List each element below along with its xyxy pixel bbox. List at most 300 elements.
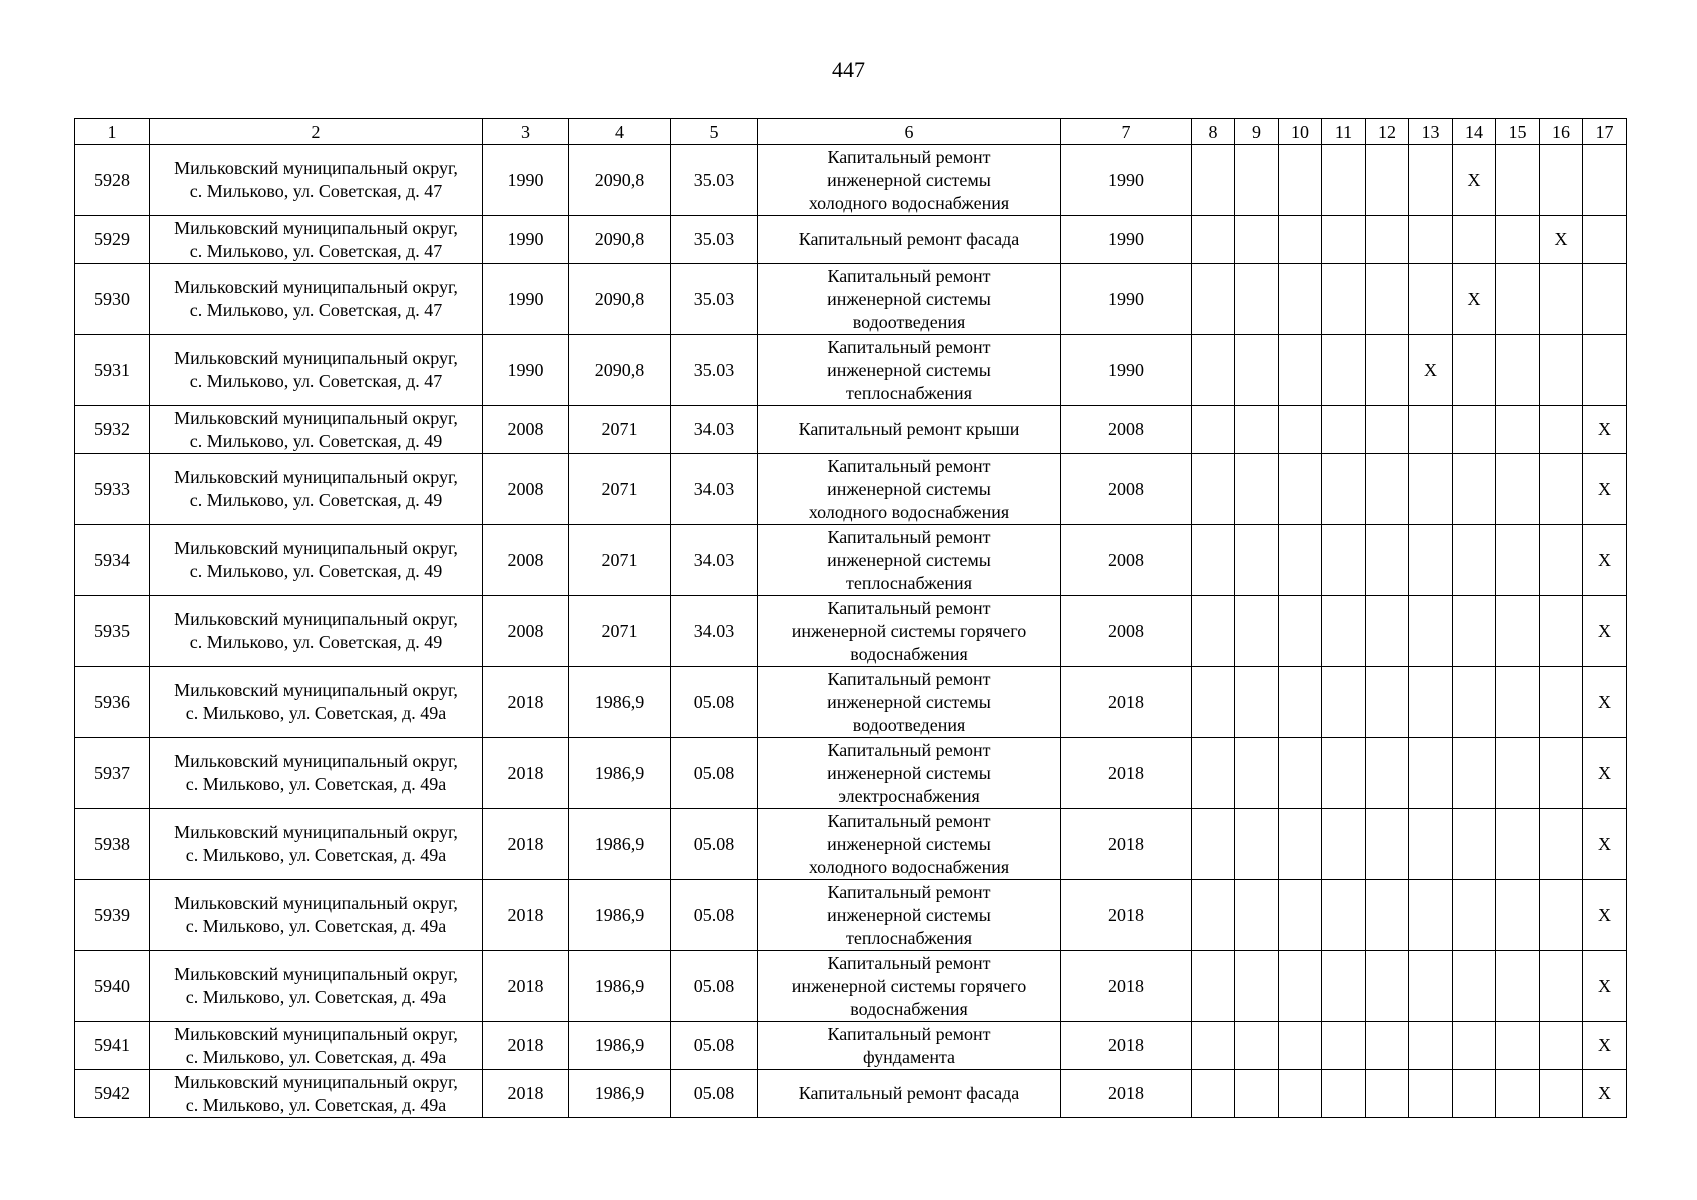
build-year-cell: 1990 bbox=[483, 264, 569, 335]
column-header-6: 6 bbox=[758, 119, 1061, 145]
area-cell: 1986,9 bbox=[569, 809, 671, 880]
build-year-cell: 2008 bbox=[483, 454, 569, 525]
table-row bbox=[75, 264, 1627, 335]
work-type-line: холодного водоснабжения bbox=[808, 192, 1010, 213]
plan-year-cell: 2018 bbox=[1061, 1022, 1192, 1070]
plan-year-cell: 2008 bbox=[1061, 406, 1192, 454]
work-type-line: инженерной системы bbox=[827, 549, 991, 570]
mark-cell-col-16 bbox=[1540, 809, 1583, 880]
mark-cell-col-10 bbox=[1279, 667, 1322, 738]
mark-cell-col-13 bbox=[1409, 809, 1453, 880]
mark-cell-col-15 bbox=[1496, 809, 1540, 880]
plan-year-cell: 2018 bbox=[1061, 880, 1192, 951]
row-number-cell: 5939 bbox=[75, 880, 150, 951]
mark-cell-col-16 bbox=[1540, 596, 1583, 667]
mark-cell-col-10 bbox=[1279, 406, 1322, 454]
wear-cell: 05.08 bbox=[671, 1070, 758, 1118]
mark-cell-col-12 bbox=[1366, 809, 1409, 880]
mark-cell-col-14 bbox=[1453, 809, 1496, 880]
work-type-line: Капитальный ремонт bbox=[827, 881, 991, 902]
mark-cell-col-8 bbox=[1192, 1070, 1235, 1118]
area-cell: 2071 bbox=[569, 406, 671, 454]
table-row bbox=[75, 1070, 1627, 1118]
work-type-line: инженерной системы bbox=[827, 478, 991, 499]
mark-cell-col-17: X bbox=[1583, 596, 1627, 667]
table-row bbox=[75, 335, 1627, 406]
mark-cell-col-12 bbox=[1366, 880, 1409, 951]
area-cell: 2090,8 bbox=[569, 216, 671, 264]
work-type-cell bbox=[758, 1022, 1061, 1070]
mark-cell-col-14 bbox=[1453, 667, 1496, 738]
mark-cell-col-11 bbox=[1322, 335, 1366, 406]
mark-cell-col-17: X bbox=[1583, 809, 1627, 880]
mark-cell-col-10 bbox=[1279, 951, 1322, 1022]
mark-cell-col-8 bbox=[1192, 809, 1235, 880]
work-type-line: инженерной системы bbox=[827, 288, 991, 309]
area-cell: 1986,9 bbox=[569, 1070, 671, 1118]
work-type-line: Капитальный ремонт bbox=[827, 146, 991, 167]
work-type-cell bbox=[758, 951, 1061, 1022]
mark-cell-col-12 bbox=[1366, 1022, 1409, 1070]
column-header-15: 15 bbox=[1496, 119, 1540, 145]
address-cell bbox=[150, 145, 483, 216]
mark-cell-col-8 bbox=[1192, 738, 1235, 809]
mark-cell-col-12 bbox=[1366, 738, 1409, 809]
mark-cell-col-9 bbox=[1235, 406, 1279, 454]
build-year-cell: 2018 bbox=[483, 809, 569, 880]
wear-cell: 35.03 bbox=[671, 216, 758, 264]
mark-cell-col-11 bbox=[1322, 145, 1366, 216]
work-type-cell bbox=[758, 335, 1061, 406]
mark-cell-col-14 bbox=[1453, 1070, 1496, 1118]
mark-cell-col-13 bbox=[1409, 406, 1453, 454]
mark-cell-col-13 bbox=[1409, 1022, 1453, 1070]
mark-cell-col-8 bbox=[1192, 264, 1235, 335]
mark-cell-col-8 bbox=[1192, 216, 1235, 264]
table-row bbox=[75, 667, 1627, 738]
mark-cell-col-10 bbox=[1279, 525, 1322, 596]
plan-year-cell: 2008 bbox=[1061, 596, 1192, 667]
mark-cell-col-17: X bbox=[1583, 406, 1627, 454]
wear-cell: 05.08 bbox=[671, 738, 758, 809]
address-line-1: Мильковский муниципальный округ, bbox=[174, 893, 458, 913]
work-type-line: холодного водоснабжения bbox=[808, 501, 1010, 522]
address-line-1: Мильковский муниципальный округ, bbox=[174, 217, 458, 238]
work-type-line: водоснабжения bbox=[850, 643, 968, 664]
mark-cell-col-13: X bbox=[1409, 335, 1453, 406]
row-number-cell: 5942 bbox=[75, 1070, 150, 1118]
work-type-line: Капитальный ремонт bbox=[827, 526, 991, 547]
mark-cell-col-16 bbox=[1540, 667, 1583, 738]
work-type-line: водоотведения bbox=[852, 714, 966, 735]
work-type-line: Капитальный ремонт bbox=[827, 952, 991, 973]
table-row bbox=[75, 406, 1627, 454]
mark-cell-col-17: X bbox=[1583, 738, 1627, 809]
mark-cell-col-13 bbox=[1409, 951, 1453, 1022]
wear-cell: 34.03 bbox=[671, 406, 758, 454]
build-year-cell: 2008 bbox=[483, 406, 569, 454]
address-cell bbox=[150, 454, 483, 525]
work-type-cell bbox=[758, 525, 1061, 596]
mark-cell-col-9 bbox=[1235, 264, 1279, 335]
mark-cell-col-11 bbox=[1322, 596, 1366, 667]
work-type-cell bbox=[758, 216, 1061, 264]
address-cell bbox=[150, 809, 483, 880]
mark-cell-col-13 bbox=[1409, 145, 1453, 216]
mark-cell-col-11 bbox=[1322, 216, 1366, 264]
plan-year-cell: 1990 bbox=[1061, 145, 1192, 216]
plan-year-cell: 2018 bbox=[1061, 738, 1192, 809]
address-line-1: Мильковский муниципальный округ, bbox=[174, 1071, 458, 1092]
work-type-cell bbox=[758, 738, 1061, 809]
work-type-line: Капитальный ремонт bbox=[827, 668, 991, 689]
mark-cell-col-15 bbox=[1496, 525, 1540, 596]
column-header-row bbox=[75, 119, 1627, 145]
mark-cell-col-17: X bbox=[1583, 525, 1627, 596]
work-type-cell bbox=[758, 667, 1061, 738]
address-line-2: с. Мильково, ул. Советская, д. 47 bbox=[189, 181, 443, 201]
mark-cell-col-12 bbox=[1366, 951, 1409, 1022]
address-line-1: Мильковский муниципальный округ, bbox=[174, 822, 458, 842]
mark-cell-col-10 bbox=[1279, 1022, 1322, 1070]
table-row bbox=[75, 596, 1627, 667]
address-cell bbox=[150, 951, 483, 1022]
mark-cell-col-9 bbox=[1235, 145, 1279, 216]
address-cell bbox=[150, 525, 483, 596]
address-line-2: с. Мильково, ул. Советская, д. 49а bbox=[185, 845, 447, 865]
address-line-1: Мильковский муниципальный округ, bbox=[174, 538, 458, 558]
work-type-line: Капитальный ремонт bbox=[827, 810, 991, 831]
mark-cell-col-15 bbox=[1496, 667, 1540, 738]
mark-cell-col-13 bbox=[1409, 216, 1453, 264]
wear-cell: 35.03 bbox=[671, 264, 758, 335]
work-type-line: электроснабжения bbox=[838, 785, 980, 806]
mark-cell-col-9 bbox=[1235, 667, 1279, 738]
work-type-cell bbox=[758, 596, 1061, 667]
address-line-1: Мильковский муниципальный округ, bbox=[174, 680, 458, 700]
address-line-2: с. Мильково, ул. Советская, д. 49 bbox=[189, 632, 443, 652]
row-number-cell: 5930 bbox=[75, 264, 150, 335]
mark-cell-col-10 bbox=[1279, 216, 1322, 264]
mark-cell-col-14 bbox=[1453, 1022, 1496, 1070]
mark-cell-col-11 bbox=[1322, 1022, 1366, 1070]
table-row bbox=[75, 951, 1627, 1022]
address-line-1: Мильковский муниципальный округ, bbox=[174, 158, 458, 178]
mark-cell-col-8 bbox=[1192, 667, 1235, 738]
mark-cell-col-8 bbox=[1192, 335, 1235, 406]
row-number-cell: 5940 bbox=[75, 951, 150, 1022]
area-cell: 1986,9 bbox=[569, 667, 671, 738]
mark-cell-col-15 bbox=[1496, 738, 1540, 809]
register-table bbox=[74, 118, 1627, 1118]
address-line-1: Мильковский муниципальный округ, bbox=[174, 277, 458, 297]
address-line-2: с. Мильково, ул. Советская, д. 49 bbox=[189, 490, 443, 510]
wear-cell: 05.08 bbox=[671, 667, 758, 738]
mark-cell-col-8 bbox=[1192, 1022, 1235, 1070]
address-line-1: Мильковский муниципальный округ, bbox=[174, 751, 458, 771]
work-type-line: инженерной системы bbox=[827, 359, 991, 380]
mark-cell-col-17: X bbox=[1583, 1022, 1627, 1070]
row-number-cell: 5929 bbox=[75, 216, 150, 264]
mark-cell-col-9 bbox=[1235, 335, 1279, 406]
table-row bbox=[75, 809, 1627, 880]
mark-cell-col-8 bbox=[1192, 454, 1235, 525]
table-row bbox=[75, 454, 1627, 525]
column-header-4: 4 bbox=[569, 119, 671, 145]
mark-cell-col-11 bbox=[1322, 406, 1366, 454]
area-cell: 1986,9 bbox=[569, 738, 671, 809]
area-cell: 2090,8 bbox=[569, 335, 671, 406]
build-year-cell: 2008 bbox=[483, 596, 569, 667]
work-type-line: водоотведения bbox=[852, 311, 966, 332]
row-number-cell: 5938 bbox=[75, 809, 150, 880]
mark-cell-col-10 bbox=[1279, 264, 1322, 335]
wear-cell: 34.03 bbox=[671, 454, 758, 525]
address-line-1: Мильковский муниципальный округ, bbox=[174, 467, 458, 487]
mark-cell-col-8 bbox=[1192, 951, 1235, 1022]
plan-year-cell: 1990 bbox=[1061, 264, 1192, 335]
mark-cell-col-11 bbox=[1322, 667, 1366, 738]
mark-cell-col-11 bbox=[1322, 525, 1366, 596]
build-year-cell: 2018 bbox=[483, 1022, 569, 1070]
mark-cell-col-14: X bbox=[1453, 264, 1496, 335]
address-cell bbox=[150, 596, 483, 667]
address-line-1: Мильковский муниципальный округ, bbox=[174, 964, 458, 984]
work-type-line: инженерной системы горячего bbox=[791, 620, 1027, 641]
mark-cell-col-12 bbox=[1366, 335, 1409, 406]
mark-cell-col-17: X bbox=[1583, 667, 1627, 738]
column-header-5: 5 bbox=[671, 119, 758, 145]
mark-cell-col-17 bbox=[1583, 335, 1627, 406]
work-type-line: инженерной системы горячего bbox=[791, 975, 1027, 996]
mark-cell-col-10 bbox=[1279, 1070, 1322, 1118]
mark-cell-col-15 bbox=[1496, 951, 1540, 1022]
build-year-cell: 1990 bbox=[483, 216, 569, 264]
mark-cell-col-10 bbox=[1279, 145, 1322, 216]
column-header-1: 1 bbox=[75, 119, 150, 145]
column-header-8: 8 bbox=[1192, 119, 1235, 145]
mark-cell-col-15 bbox=[1496, 880, 1540, 951]
mark-cell-col-8 bbox=[1192, 406, 1235, 454]
work-type-cell bbox=[758, 264, 1061, 335]
mark-cell-col-10 bbox=[1279, 809, 1322, 880]
column-header-9: 9 bbox=[1235, 119, 1279, 145]
plan-year-cell: 2018 bbox=[1061, 951, 1192, 1022]
column-header-12: 12 bbox=[1366, 119, 1409, 145]
mark-cell-col-16 bbox=[1540, 738, 1583, 809]
mark-cell-col-9 bbox=[1235, 454, 1279, 525]
mark-cell-col-17 bbox=[1583, 145, 1627, 216]
mark-cell-col-16 bbox=[1540, 1070, 1583, 1118]
work-type-cell bbox=[758, 145, 1061, 216]
mark-cell-col-13 bbox=[1409, 1070, 1453, 1118]
column-header-3: 3 bbox=[483, 119, 569, 145]
table-row bbox=[75, 1022, 1627, 1070]
mark-cell-col-17: X bbox=[1583, 951, 1627, 1022]
mark-cell-col-16 bbox=[1540, 145, 1583, 216]
mark-cell-col-11 bbox=[1322, 809, 1366, 880]
mark-cell-col-8 bbox=[1192, 880, 1235, 951]
row-number-cell: 5935 bbox=[75, 596, 150, 667]
address-line-1: Мильковский муниципальный округ, bbox=[174, 609, 458, 629]
work-type-line: водоснабжения bbox=[850, 998, 968, 1019]
wear-cell: 35.03 bbox=[671, 335, 758, 406]
mark-cell-col-13 bbox=[1409, 667, 1453, 738]
mark-cell-col-14: X bbox=[1453, 145, 1496, 216]
mark-cell-col-16 bbox=[1540, 406, 1583, 454]
mark-cell-col-12 bbox=[1366, 596, 1409, 667]
mark-cell-col-9 bbox=[1235, 738, 1279, 809]
work-type-line: Капитальный ремонт bbox=[827, 739, 991, 760]
table-row bbox=[75, 880, 1627, 951]
mark-cell-col-13 bbox=[1409, 738, 1453, 809]
work-type-cell bbox=[758, 406, 1061, 454]
work-type-line: Капитальный ремонт bbox=[827, 455, 991, 476]
address-cell bbox=[150, 1022, 483, 1070]
mark-cell-col-16 bbox=[1540, 951, 1583, 1022]
address-line-2: с. Мильково, ул. Советская, д. 49а bbox=[185, 916, 447, 936]
address-cell bbox=[150, 216, 483, 264]
mark-cell-col-15 bbox=[1496, 264, 1540, 335]
work-type-line: Капитальный ремонт bbox=[827, 597, 991, 618]
mark-cell-col-10 bbox=[1279, 335, 1322, 406]
mark-cell-col-11 bbox=[1322, 1070, 1366, 1118]
mark-cell-col-12 bbox=[1366, 1070, 1409, 1118]
column-header-13: 13 bbox=[1409, 119, 1453, 145]
plan-year-cell: 2008 bbox=[1061, 525, 1192, 596]
mark-cell-col-11 bbox=[1322, 264, 1366, 335]
address-cell bbox=[150, 880, 483, 951]
mark-cell-col-15 bbox=[1496, 596, 1540, 667]
column-header-10: 10 bbox=[1279, 119, 1322, 145]
mark-cell-col-14 bbox=[1453, 738, 1496, 809]
mark-cell-col-12 bbox=[1366, 264, 1409, 335]
mark-cell-col-12 bbox=[1366, 406, 1409, 454]
build-year-cell: 2018 bbox=[483, 738, 569, 809]
address-line-1: Мильковский муниципальный округ, bbox=[174, 348, 458, 368]
mark-cell-col-9 bbox=[1235, 951, 1279, 1022]
area-cell: 1986,9 bbox=[569, 880, 671, 951]
plan-year-cell: 1990 bbox=[1061, 216, 1192, 264]
row-number-cell: 5941 bbox=[75, 1022, 150, 1070]
mark-cell-col-11 bbox=[1322, 454, 1366, 525]
work-type-line: теплоснабжения bbox=[846, 572, 972, 593]
build-year-cell: 2018 bbox=[483, 951, 569, 1022]
mark-cell-col-16 bbox=[1540, 454, 1583, 525]
mark-cell-col-16 bbox=[1540, 525, 1583, 596]
work-type-line: инженерной системы bbox=[827, 833, 991, 854]
mark-cell-col-12 bbox=[1366, 145, 1409, 216]
mark-cell-col-12 bbox=[1366, 216, 1409, 264]
mark-cell-col-9 bbox=[1235, 216, 1279, 264]
work-type-line: фундамента bbox=[862, 1046, 956, 1067]
build-year-cell: 2018 bbox=[483, 880, 569, 951]
wear-cell: 34.03 bbox=[671, 525, 758, 596]
work-type-line: Капитальный ремонт фасада bbox=[798, 229, 1020, 249]
work-type-line: холодного водоснабжения bbox=[808, 856, 1010, 877]
column-header-7: 7 bbox=[1061, 119, 1192, 145]
row-number-cell: 5937 bbox=[75, 738, 150, 809]
mark-cell-col-9 bbox=[1235, 880, 1279, 951]
table-row bbox=[75, 145, 1627, 216]
mark-cell-col-16 bbox=[1540, 880, 1583, 951]
row-number-cell: 5936 bbox=[75, 667, 150, 738]
mark-cell-col-15 bbox=[1496, 1070, 1540, 1118]
mark-cell-col-14 bbox=[1453, 525, 1496, 596]
mark-cell-col-9 bbox=[1235, 1022, 1279, 1070]
address-cell bbox=[150, 1070, 483, 1118]
address-cell bbox=[150, 738, 483, 809]
mark-cell-col-14 bbox=[1453, 454, 1496, 525]
mark-cell-col-16 bbox=[1540, 335, 1583, 406]
plan-year-cell: 2008 bbox=[1061, 454, 1192, 525]
mark-cell-col-10 bbox=[1279, 738, 1322, 809]
address-cell bbox=[150, 264, 483, 335]
wear-cell: 34.03 bbox=[671, 596, 758, 667]
column-header-14: 14 bbox=[1453, 119, 1496, 145]
wear-cell: 05.08 bbox=[671, 880, 758, 951]
row-number-cell: 5932 bbox=[75, 406, 150, 454]
area-cell: 2090,8 bbox=[569, 264, 671, 335]
column-header-2: 2 bbox=[150, 119, 483, 145]
work-type-line: Капитальный ремонт фасада bbox=[798, 1083, 1020, 1103]
table-row bbox=[75, 216, 1627, 264]
mark-cell-col-12 bbox=[1366, 667, 1409, 738]
table-row bbox=[75, 738, 1627, 809]
column-header-16: 16 bbox=[1540, 119, 1583, 145]
mark-cell-col-12 bbox=[1366, 525, 1409, 596]
address-line-2: с. Мильково, ул. Советская, д. 47 bbox=[189, 300, 443, 320]
mark-cell-col-12 bbox=[1366, 454, 1409, 525]
wear-cell: 35.03 bbox=[671, 145, 758, 216]
mark-cell-col-14 bbox=[1453, 880, 1496, 951]
work-type-line: инженерной системы bbox=[827, 904, 991, 925]
mark-cell-col-11 bbox=[1322, 880, 1366, 951]
mark-cell-col-14 bbox=[1453, 596, 1496, 667]
work-type-line: Капитальный ремонт крыши bbox=[798, 419, 1020, 439]
build-year-cell: 2018 bbox=[483, 1070, 569, 1118]
mark-cell-col-13 bbox=[1409, 596, 1453, 667]
build-year-cell: 1990 bbox=[483, 335, 569, 406]
mark-cell-col-10 bbox=[1279, 596, 1322, 667]
mark-cell-col-15 bbox=[1496, 216, 1540, 264]
plan-year-cell: 2018 bbox=[1061, 1070, 1192, 1118]
mark-cell-col-17: X bbox=[1583, 880, 1627, 951]
work-type-line: инженерной системы bbox=[827, 169, 991, 190]
mark-cell-col-14 bbox=[1453, 406, 1496, 454]
work-type-line: теплоснабжения bbox=[846, 927, 972, 948]
column-header-17: 17 bbox=[1583, 119, 1627, 145]
address-line-2: с. Мильково, ул. Советская, д. 47 bbox=[189, 371, 443, 391]
mark-cell-col-17 bbox=[1583, 216, 1627, 264]
work-type-cell bbox=[758, 1070, 1061, 1118]
mark-cell-col-11 bbox=[1322, 951, 1366, 1022]
wear-cell: 05.08 bbox=[671, 951, 758, 1022]
work-type-line: Капитальный ремонт bbox=[827, 1023, 991, 1044]
mark-cell-col-15 bbox=[1496, 406, 1540, 454]
mark-cell-col-8 bbox=[1192, 145, 1235, 216]
mark-cell-col-13 bbox=[1409, 264, 1453, 335]
mark-cell-col-13 bbox=[1409, 880, 1453, 951]
mark-cell-col-11 bbox=[1322, 738, 1366, 809]
mark-cell-col-9 bbox=[1235, 1070, 1279, 1118]
work-type-line: инженерной системы bbox=[827, 762, 991, 783]
address-cell bbox=[150, 667, 483, 738]
work-type-cell bbox=[758, 809, 1061, 880]
address-line-2: с. Мильково, ул. Советская, д. 49 bbox=[189, 430, 443, 451]
mark-cell-col-13 bbox=[1409, 454, 1453, 525]
plan-year-cell: 1990 bbox=[1061, 335, 1192, 406]
